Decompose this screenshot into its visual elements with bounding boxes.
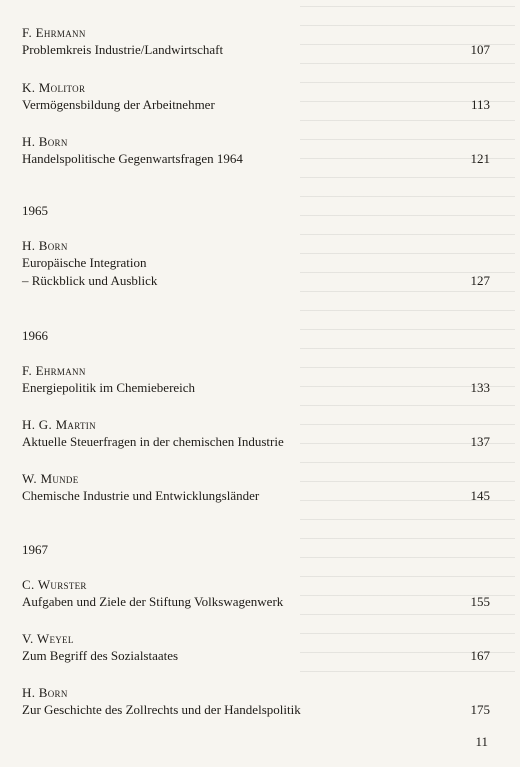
title-row	[22, 379, 490, 397]
year-heading: 1966	[22, 328, 48, 343]
page-number: 175	[470, 702, 490, 717]
title-row	[22, 433, 490, 451]
page-number: 113	[470, 97, 490, 112]
page-number: 121	[470, 151, 490, 166]
page-number: 107	[470, 42, 490, 57]
toc-entry	[22, 237, 490, 290]
title: Aufgaben und Ziele der Stiftung Volkswagenwerk	[22, 594, 284, 609]
author: F. Ehrmann	[22, 363, 86, 378]
toc-entry	[22, 630, 490, 665]
title: Europäische Integration	[22, 255, 147, 270]
page-number: 145	[470, 488, 490, 503]
toc-entry	[22, 470, 490, 505]
page-number: 133	[470, 380, 490, 395]
toc-entry	[22, 133, 490, 168]
title: Zum Begriff des Sozialstaates	[22, 648, 179, 663]
title: Handelspolitische Gegenwartsfragen 1964	[22, 151, 243, 166]
author: H. Born	[22, 134, 68, 149]
title: – Rückblick und Ausblick	[22, 273, 158, 288]
author: F. Ehrmann	[22, 25, 86, 40]
toc-entry	[22, 79, 490, 114]
title: Aktuelle Steuerfragen in der chemischen Industrie	[22, 434, 284, 449]
toc-entry	[22, 576, 490, 611]
year-heading: 1967	[22, 542, 48, 557]
author: W. Munde	[22, 471, 79, 486]
title-row	[22, 254, 490, 272]
title: Problemkreis Industrie/Landwirtschaft	[22, 42, 224, 57]
author: K. Molitor	[22, 80, 86, 95]
title-row	[22, 593, 490, 611]
title-row	[22, 487, 490, 505]
toc-entry	[22, 684, 490, 719]
author: H. Born	[22, 238, 68, 253]
toc-entry	[22, 362, 490, 397]
author: H. Born	[22, 685, 68, 700]
title-row	[22, 701, 490, 719]
toc-entry	[22, 416, 490, 451]
title-row	[22, 150, 490, 168]
toc-entry	[22, 24, 490, 59]
title-row	[22, 41, 490, 59]
page-number: 155	[470, 594, 490, 609]
page-number: 167	[470, 648, 490, 663]
author: H. G. Martin	[22, 417, 96, 432]
page-number: 127	[470, 273, 490, 288]
title-row	[22, 647, 490, 665]
author: V. Weyel	[22, 631, 74, 646]
title: Energiepolitik im Chemiebereich	[22, 380, 196, 395]
page-number: 137	[470, 434, 490, 449]
title-row	[22, 272, 490, 290]
author: C. Wurster	[22, 577, 87, 592]
footer-page-number: 11	[475, 734, 488, 749]
title: Zur Geschichte des Zollrechts und der Handelspolitik	[22, 702, 301, 717]
title: Chemische Industrie und Entwicklungsländer	[22, 488, 260, 503]
year-heading: 1965	[22, 203, 48, 218]
title-row	[22, 96, 490, 114]
title: Vermögensbildung der Arbeitnehmer	[22, 97, 215, 112]
